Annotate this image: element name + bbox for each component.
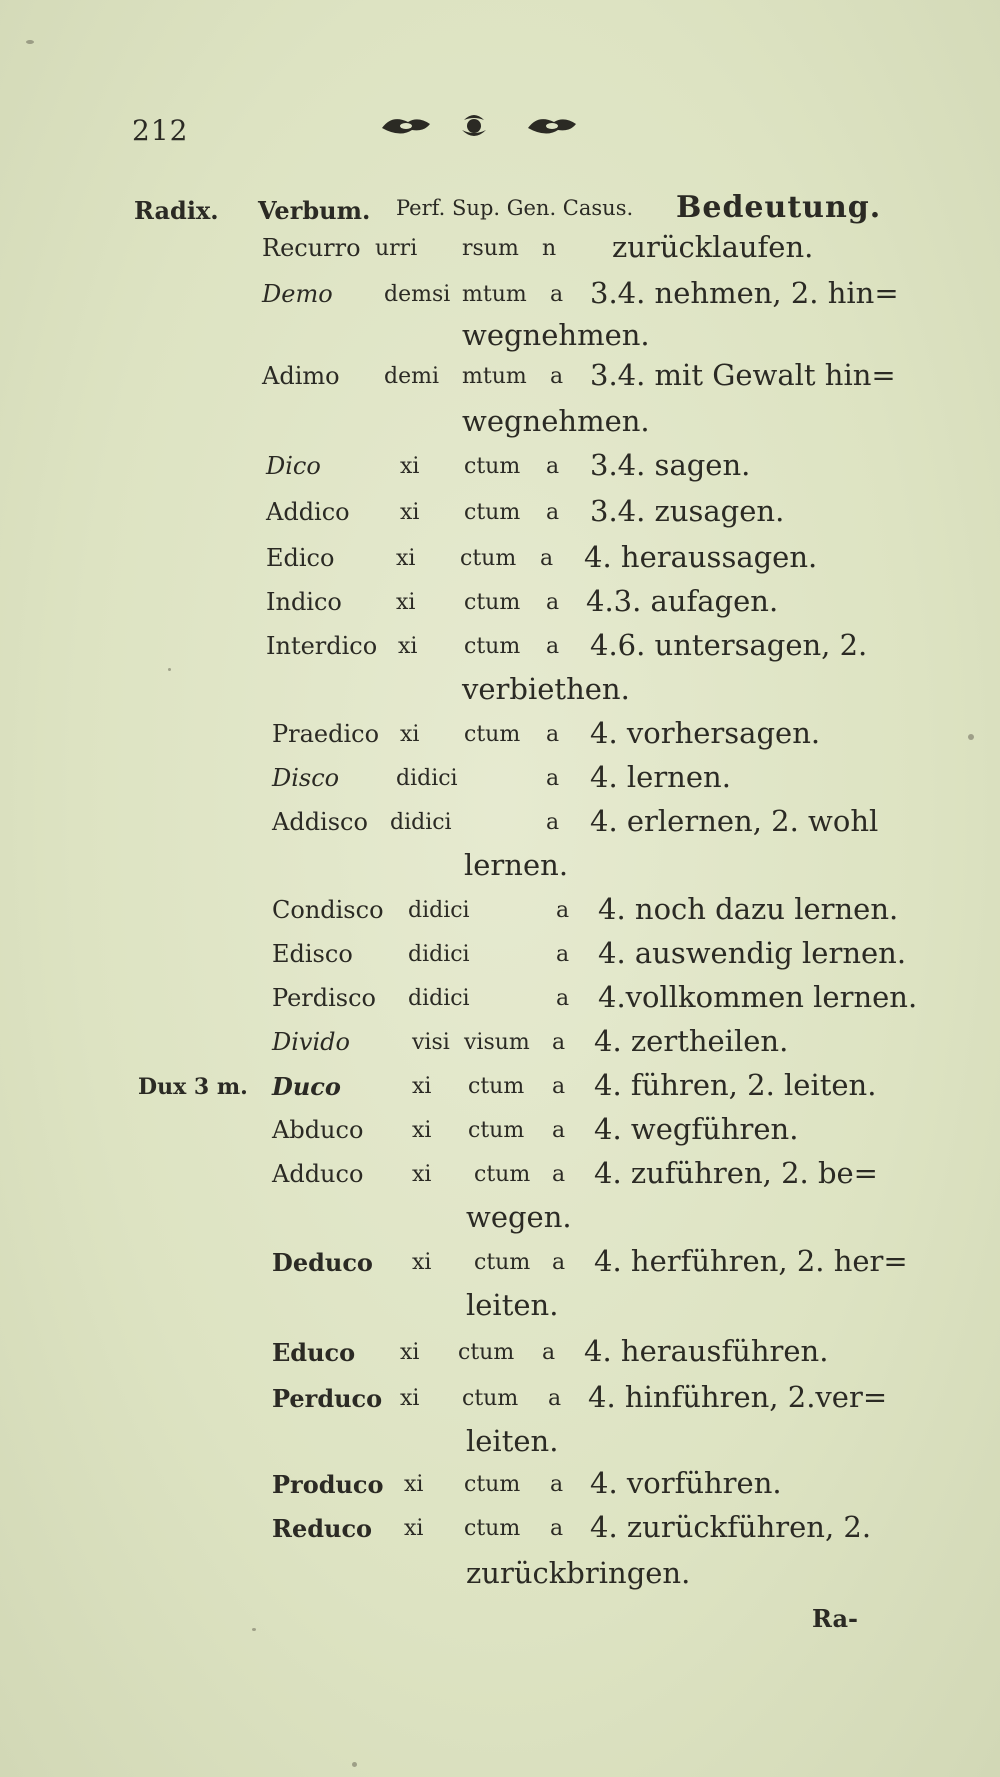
- verb: Indico: [266, 588, 342, 616]
- meaning: 4. noch dazu lernen.: [598, 892, 899, 926]
- verb: Reduco: [272, 1514, 373, 1543]
- perfect: xi: [396, 546, 416, 571]
- supine: ctum: [464, 590, 521, 615]
- supine: visum: [464, 1030, 530, 1055]
- perfect: visi: [412, 1030, 450, 1055]
- verb: Duco: [272, 1072, 341, 1101]
- meaning-continuation: lernen.: [464, 848, 569, 882]
- meaning-continuation: wegnehmen.: [462, 318, 650, 352]
- paper-speck: [352, 1762, 357, 1767]
- meaning: 3.4. mit Gewalt hin=: [590, 358, 896, 392]
- page-number: 212: [132, 114, 189, 147]
- case: a: [550, 282, 564, 307]
- verb: Addisco: [272, 808, 368, 836]
- perfect: xi: [400, 722, 420, 747]
- case: a: [550, 364, 564, 389]
- perfect: didici: [390, 810, 452, 835]
- verb: Demo: [262, 280, 333, 308]
- case: a: [552, 1074, 566, 1099]
- verb: Produco: [272, 1470, 384, 1499]
- supine: rsum: [462, 236, 519, 261]
- ornament-icon: [378, 108, 648, 144]
- meaning-continuation: wegen.: [466, 1200, 572, 1234]
- verb: Praedico: [272, 720, 380, 748]
- perfect: xi: [400, 500, 420, 525]
- perfect: didici: [408, 942, 470, 967]
- meaning-continuation: zurückbringen.: [466, 1556, 691, 1590]
- perfect: xi: [412, 1118, 432, 1143]
- meaning-continuation: wegnehmen.: [462, 404, 650, 438]
- meaning: 4. zertheilen.: [594, 1024, 789, 1058]
- meaning-continuation: leiten.: [466, 1288, 559, 1322]
- supine: ctum: [468, 1074, 525, 1099]
- verb: Abduco: [272, 1116, 364, 1144]
- supine: ctum: [464, 454, 521, 479]
- catchword: Ra-: [812, 1604, 859, 1633]
- meaning: 4. hinführen, 2.ver=: [588, 1380, 888, 1414]
- perfect: demsi: [384, 282, 451, 307]
- perfect: didici: [408, 898, 470, 923]
- verb: Recurro: [262, 234, 361, 262]
- paper-speck: [26, 40, 34, 44]
- header-bedeutung: Bedeutung.: [676, 190, 882, 225]
- meaning: 4.6. untersagen, 2.: [590, 628, 868, 662]
- case: a: [556, 942, 570, 967]
- case: a: [548, 1386, 562, 1411]
- meaning: 4. zurückführen, 2.: [590, 1510, 872, 1544]
- meaning: 4. auswendig lernen.: [598, 936, 907, 970]
- meaning: 4. wegführen.: [594, 1112, 799, 1146]
- verb: Interdico: [266, 632, 378, 660]
- supine: ctum: [464, 1516, 521, 1541]
- verb: Condisco: [272, 896, 384, 924]
- case: a: [546, 810, 560, 835]
- verb: Addico: [266, 498, 350, 526]
- perfect: demi: [384, 364, 439, 389]
- perfect: xi: [412, 1074, 432, 1099]
- meaning-continuation: verbiethen.: [462, 672, 630, 706]
- header-verbum: Verbum.: [258, 196, 371, 225]
- meaning: zurücklaufen.: [612, 230, 814, 264]
- supine: ctum: [460, 546, 517, 571]
- meaning: 4. herausführen.: [584, 1334, 829, 1368]
- case: a: [546, 634, 560, 659]
- case: a: [556, 986, 570, 1011]
- verb: Edico: [266, 544, 335, 572]
- perfect: xi: [412, 1162, 432, 1187]
- supine: mtum: [462, 282, 527, 307]
- meaning: 4. erlernen, 2. wohl: [590, 804, 879, 838]
- paper-speck: [968, 734, 974, 740]
- case: a: [552, 1118, 566, 1143]
- perfect: xi: [404, 1516, 424, 1541]
- perfect: urri: [375, 236, 418, 261]
- supine: ctum: [468, 1118, 525, 1143]
- header-perf-sup-gen-casus: Perf. Sup. Gen. Casus.: [396, 196, 634, 220]
- paper-speck: [252, 1628, 256, 1631]
- verb: Adimo: [262, 362, 340, 390]
- case: a: [546, 766, 560, 791]
- verb: Divido: [272, 1028, 350, 1056]
- perfect: didici: [396, 766, 458, 791]
- case: a: [550, 1472, 564, 1497]
- case: n: [542, 236, 557, 261]
- verb: Disco: [272, 764, 340, 792]
- meaning: 4. heraussagen.: [584, 540, 818, 574]
- verb: Edisco: [272, 940, 353, 968]
- perfect: didici: [408, 986, 470, 1011]
- perfect: xi: [400, 454, 420, 479]
- supine: ctum: [474, 1162, 531, 1187]
- supine: mtum: [462, 364, 527, 389]
- meaning: 4. führen, 2. leiten.: [594, 1068, 877, 1102]
- verb: Adduco: [272, 1160, 364, 1188]
- supine: ctum: [464, 634, 521, 659]
- perfect: xi: [398, 634, 418, 659]
- paper-speck: [168, 668, 171, 671]
- header-radix: Radix.: [134, 196, 219, 225]
- case: a: [546, 500, 560, 525]
- supine: ctum: [464, 1472, 521, 1497]
- meaning: 4. vorführen.: [590, 1466, 782, 1500]
- meaning-continuation: leiten.: [466, 1424, 559, 1458]
- meaning: 4. zuführen, 2. be=: [594, 1156, 878, 1190]
- radix: Dux 3 m.: [138, 1074, 248, 1100]
- meaning: 3.4. sagen.: [590, 448, 751, 482]
- perfect: xi: [404, 1472, 424, 1497]
- perfect: xi: [396, 590, 416, 615]
- case: a: [552, 1162, 566, 1187]
- case: a: [546, 722, 560, 747]
- case: a: [546, 590, 560, 615]
- verb: Educo: [272, 1338, 356, 1367]
- verb: Perduco: [272, 1384, 383, 1413]
- meaning: 3.4. nehmen, 2. hin=: [590, 276, 899, 310]
- supine: ctum: [458, 1340, 515, 1365]
- case: a: [540, 546, 554, 571]
- case: a: [546, 454, 560, 479]
- meaning: 4. lernen.: [590, 760, 731, 794]
- case: a: [550, 1516, 564, 1541]
- supine: ctum: [464, 722, 521, 747]
- meaning: 4. vorhersagen.: [590, 716, 821, 750]
- case: a: [556, 898, 570, 923]
- meaning: 4.vollkommen lernen.: [598, 980, 918, 1014]
- verb: Dico: [266, 452, 321, 480]
- case: a: [552, 1030, 566, 1055]
- meaning: 4. herführen, 2. her=: [594, 1244, 908, 1278]
- case: a: [542, 1340, 556, 1365]
- supine: ctum: [464, 500, 521, 525]
- supine: ctum: [462, 1386, 519, 1411]
- supine: ctum: [474, 1250, 531, 1275]
- verb: Deduco: [272, 1248, 373, 1277]
- verb: Perdisco: [272, 984, 376, 1012]
- perfect: xi: [400, 1340, 420, 1365]
- case: a: [552, 1250, 566, 1275]
- meaning: 3.4. zusagen.: [590, 494, 785, 528]
- meaning: 4.3. aufagen.: [586, 584, 779, 618]
- perfect: xi: [412, 1250, 432, 1275]
- perfect: xi: [400, 1386, 420, 1411]
